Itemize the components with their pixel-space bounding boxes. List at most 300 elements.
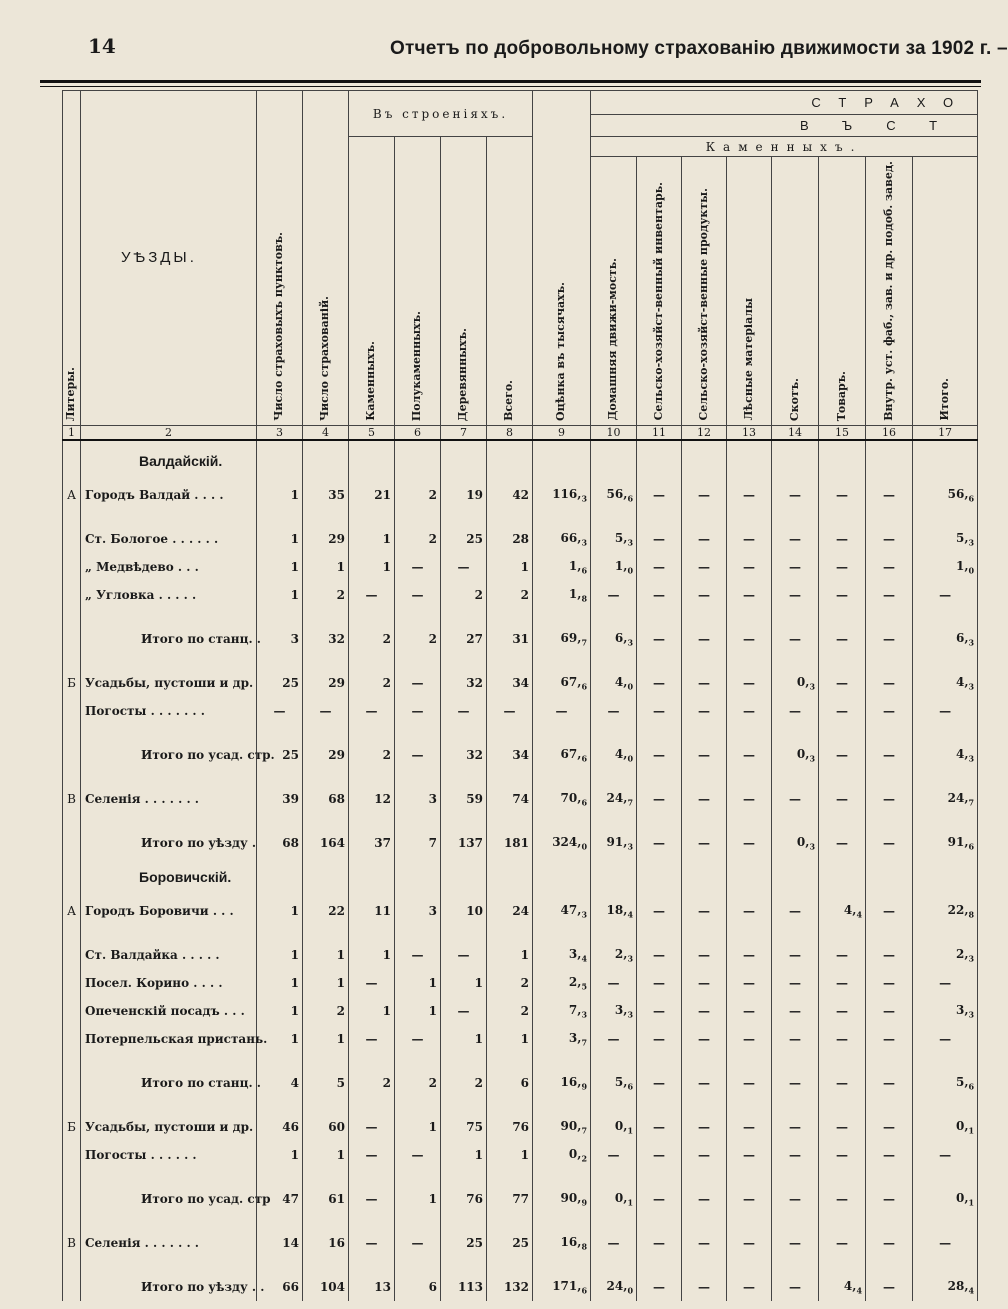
value-cell: 29 <box>303 669 349 697</box>
value-cell: 1 <box>395 1113 441 1141</box>
value-cell: — <box>682 553 727 581</box>
header-derevyannykh: Деревянныхъ. <box>441 137 487 426</box>
value-cell: 34 <box>487 669 533 697</box>
value-cell: — <box>866 481 913 509</box>
spacer-cell <box>591 925 637 941</box>
value-cell: 3 <box>395 897 441 925</box>
spacer-cell <box>591 813 637 829</box>
row-label: „ Медвѣдево . . . <box>81 553 257 581</box>
value-cell: — <box>682 525 727 553</box>
column-number: 6 <box>395 425 441 440</box>
value-cell: — <box>772 1229 819 1257</box>
value-cell: — <box>772 581 819 609</box>
value-cell: 5 <box>303 1069 349 1097</box>
spacer-cell <box>866 653 913 669</box>
value-cell: — <box>637 1229 682 1257</box>
value-cell: — <box>772 1113 819 1141</box>
value-cell: — <box>772 969 819 997</box>
value-cell: — <box>682 697 727 725</box>
total-row <box>63 1185 978 1213</box>
value-cell: $4,_3$ <box>913 669 978 697</box>
value-cell: — <box>727 741 772 769</box>
value-cell: — <box>772 941 819 969</box>
spacer-cell <box>63 813 81 829</box>
litera-cell: В <box>63 1229 81 1257</box>
spacer-row <box>63 653 978 669</box>
spacer-row <box>63 1257 978 1273</box>
value-cell: 1 <box>349 997 395 1025</box>
row-label: Итого по станц. . <box>81 625 257 653</box>
spacer-cell <box>81 725 257 741</box>
empty-cell <box>866 857 913 897</box>
spacer-cell <box>63 653 81 669</box>
spacer-cell <box>81 509 257 525</box>
spacer-cell <box>395 653 441 669</box>
value-cell: $3,_3$ <box>913 997 978 1025</box>
spacer-cell <box>866 1097 913 1113</box>
spacer-cell <box>772 1169 819 1185</box>
spacer-cell <box>257 609 303 625</box>
spacer-cell <box>303 725 349 741</box>
spacer-row <box>63 769 978 785</box>
spacer-cell <box>727 1213 772 1229</box>
value-cell: — <box>441 941 487 969</box>
value-cell: 25 <box>257 741 303 769</box>
spacer-cell <box>727 769 772 785</box>
value-cell: 2 <box>487 969 533 997</box>
value-cell: 1 <box>487 553 533 581</box>
value-cell: — <box>682 785 727 813</box>
spacer-cell <box>637 1053 682 1069</box>
table-row <box>63 941 978 969</box>
value-cell: — <box>395 697 441 725</box>
value-cell: $2,_5$ <box>533 969 591 997</box>
spacer-cell <box>772 1053 819 1069</box>
spacer-cell <box>349 1213 395 1229</box>
value-cell: — <box>772 625 819 653</box>
value-cell: — <box>637 669 682 697</box>
row-label: Погосты . . . . . . <box>81 1141 257 1169</box>
spacer-cell <box>395 925 441 941</box>
column-number: 2 <box>81 425 257 440</box>
value-cell: — <box>395 941 441 969</box>
column-number-row <box>63 425 978 440</box>
spacer-cell <box>349 1097 395 1113</box>
value-cell: — <box>349 1025 395 1053</box>
empty-cell <box>913 857 978 897</box>
value-cell: $324,_0$ <box>533 829 591 857</box>
value-cell: — <box>682 1229 727 1257</box>
spacer-cell <box>441 1257 487 1273</box>
value-cell: 16 <box>303 1229 349 1257</box>
total-row <box>63 625 978 653</box>
spacer-cell <box>727 1169 772 1185</box>
header-strakhovaniy: Число страхованій. <box>303 91 349 426</box>
value-cell: 32 <box>303 625 349 653</box>
spacer-cell <box>772 725 819 741</box>
column-number: 3 <box>257 425 303 440</box>
value-cell: 39 <box>257 785 303 813</box>
value-cell: — <box>682 581 727 609</box>
value-cell: — <box>395 669 441 697</box>
spacer-row <box>63 609 978 625</box>
value-cell: — <box>727 897 772 925</box>
spacer-cell <box>441 1169 487 1185</box>
spacer-cell <box>913 1169 978 1185</box>
empty-cell <box>395 857 441 897</box>
litera-cell: Б <box>63 669 81 697</box>
row-label: Городъ Валдай . . . . <box>81 481 257 509</box>
table-row <box>63 1025 978 1053</box>
litera-cell <box>63 1273 81 1301</box>
value-cell: — <box>866 785 913 813</box>
value-cell: — <box>727 553 772 581</box>
spacer-cell <box>913 1053 978 1069</box>
spacer-cell <box>441 813 487 829</box>
spacer-cell <box>866 1169 913 1185</box>
value-cell: 1 <box>257 481 303 509</box>
empty-cell <box>303 857 349 897</box>
value-cell: $4,_4$ <box>819 897 866 925</box>
spacer-cell <box>257 1213 303 1229</box>
spacer-cell <box>772 509 819 525</box>
spacer-cell <box>441 509 487 525</box>
litera-cell <box>63 625 81 653</box>
value-cell: $6,_3$ <box>913 625 978 653</box>
value-cell: — <box>682 1273 727 1301</box>
column-number: 16 <box>866 425 913 440</box>
value-cell: — <box>682 1113 727 1141</box>
value-cell: — <box>637 897 682 925</box>
empty-cell <box>257 857 303 897</box>
spacer-cell <box>591 509 637 525</box>
value-cell: 77 <box>487 1185 533 1213</box>
value-cell: 1 <box>395 997 441 1025</box>
value-cell: 1 <box>487 1025 533 1053</box>
value-cell: — <box>637 697 682 725</box>
spacer-cell <box>591 1257 637 1273</box>
value-cell: 35 <box>303 481 349 509</box>
value-cell: $1,_6$ <box>533 553 591 581</box>
value-cell: — <box>637 625 682 653</box>
spacer-cell <box>637 609 682 625</box>
value-cell: 113 <box>441 1273 487 1301</box>
spacer-cell <box>81 609 257 625</box>
table-row <box>63 1113 978 1141</box>
value-cell: — <box>637 997 682 1025</box>
spacer-cell <box>349 1257 395 1273</box>
spacer-cell <box>533 509 591 525</box>
value-cell: 1 <box>303 1141 349 1169</box>
litera-cell <box>63 741 81 769</box>
spacer-cell <box>349 925 395 941</box>
spacer-cell <box>727 509 772 525</box>
spacer-cell <box>866 1053 913 1069</box>
spacer-cell <box>533 653 591 669</box>
row-label: Потерпельская пристань. <box>81 1025 257 1053</box>
spacer-cell <box>487 1053 533 1069</box>
table-row <box>63 669 978 697</box>
spacer-cell <box>533 813 591 829</box>
spacer-cell <box>349 813 395 829</box>
value-cell: — <box>637 1069 682 1097</box>
spacer-cell <box>303 769 349 785</box>
value-cell: — <box>866 1273 913 1301</box>
spacer-cell <box>591 1213 637 1229</box>
value-cell: — <box>682 741 727 769</box>
value-cell: — <box>533 697 591 725</box>
spacer-cell <box>591 1097 637 1113</box>
value-cell: — <box>441 553 487 581</box>
value-cell: 14 <box>257 1229 303 1257</box>
value-cell: $18,_4$ <box>591 897 637 925</box>
value-cell: $66,_3$ <box>533 525 591 553</box>
spacer-cell <box>637 1169 682 1185</box>
spacer-cell <box>257 725 303 741</box>
row-label: Ст. Бологое . . . . . . <box>81 525 257 553</box>
row-label: Усадьбы, пустоши и др. <box>81 1113 257 1141</box>
spacer-cell <box>727 725 772 741</box>
empty-cell <box>487 440 533 481</box>
spacer-cell <box>533 725 591 741</box>
spacer-cell <box>591 609 637 625</box>
value-cell: 2 <box>487 581 533 609</box>
spacer-cell <box>81 1213 257 1229</box>
spacer-cell <box>487 925 533 941</box>
header-kamennykh: Каменныхъ. <box>349 137 395 426</box>
spacer-cell <box>682 1169 727 1185</box>
value-cell: 164 <box>303 829 349 857</box>
table-row <box>63 969 978 997</box>
litera-cell <box>63 553 81 581</box>
spacer-cell <box>727 1257 772 1273</box>
spacer-cell <box>913 1097 978 1113</box>
spacer-cell <box>637 769 682 785</box>
value-cell: — <box>682 669 727 697</box>
spacer-cell <box>81 1053 257 1069</box>
value-cell: $67,_6$ <box>533 669 591 697</box>
value-cell: 1 <box>441 1141 487 1169</box>
value-cell: 68 <box>303 785 349 813</box>
value-cell: — <box>349 1229 395 1257</box>
header-uezdy: УѢЗДЫ. <box>81 91 257 426</box>
spacer-cell <box>303 925 349 941</box>
value-cell: — <box>819 553 866 581</box>
value-cell: — <box>591 1025 637 1053</box>
empty-cell <box>533 440 591 481</box>
litera-cell <box>63 969 81 997</box>
spacer-cell <box>866 1213 913 1229</box>
spacer-cell <box>682 509 727 525</box>
row-label: Городъ Боровичи . . . <box>81 897 257 925</box>
spacer-cell <box>349 509 395 525</box>
spacer-row <box>63 813 978 829</box>
empty-cell <box>772 857 819 897</box>
value-cell: — <box>349 1185 395 1213</box>
spacer-cell <box>591 653 637 669</box>
section-title: Валдайскій. <box>81 440 257 481</box>
header-v-st: ВЪСТ <box>591 115 978 137</box>
empty-cell <box>591 440 637 481</box>
value-cell: — <box>913 1141 978 1169</box>
spacer-cell <box>441 725 487 741</box>
value-cell: — <box>772 481 819 509</box>
spacer-cell <box>637 813 682 829</box>
section-row <box>63 440 978 481</box>
value-cell: — <box>772 897 819 925</box>
value-cell: $1,_8$ <box>533 581 591 609</box>
value-cell: 32 <box>441 741 487 769</box>
header-selsko-produkty: Сельско-хозяйст-венные продукты. <box>682 157 727 426</box>
value-cell: $116,_3$ <box>533 481 591 509</box>
value-cell: — <box>913 697 978 725</box>
value-cell: $90,_9$ <box>533 1185 591 1213</box>
row-label: Селенія . . . . . . . <box>81 785 257 813</box>
spacer-cell <box>487 653 533 669</box>
spacer-cell <box>349 609 395 625</box>
spacer-cell <box>395 1213 441 1229</box>
value-cell: — <box>727 1273 772 1301</box>
column-number: 9 <box>533 425 591 440</box>
spacer-cell <box>533 1169 591 1185</box>
value-cell: — <box>637 741 682 769</box>
spacer-cell <box>913 1257 978 1273</box>
litera-cell <box>63 1025 81 1053</box>
value-cell: — <box>819 669 866 697</box>
spacer-cell <box>349 769 395 785</box>
statistics-table <box>62 90 978 1301</box>
spacer-cell <box>303 1169 349 1185</box>
value-cell: — <box>637 1113 682 1141</box>
value-cell: — <box>819 1069 866 1097</box>
litera-cell <box>63 1141 81 1169</box>
value-cell: 7 <box>395 829 441 857</box>
value-cell: 13 <box>349 1273 395 1301</box>
value-cell: — <box>913 581 978 609</box>
spacer-cell <box>819 925 866 941</box>
value-cell: — <box>682 1025 727 1053</box>
row-label: Итого по станц. . <box>81 1069 257 1097</box>
spacer-row <box>63 1169 978 1185</box>
value-cell: $5,_6$ <box>913 1069 978 1097</box>
value-cell: — <box>682 969 727 997</box>
value-cell: 1 <box>257 581 303 609</box>
value-cell: — <box>637 1141 682 1169</box>
row-label: „ Угловка . . . . . <box>81 581 257 609</box>
spacer-cell <box>63 1097 81 1113</box>
litera-cell: В <box>63 785 81 813</box>
empty-cell <box>913 440 978 481</box>
value-cell: — <box>727 669 772 697</box>
empty-cell <box>819 857 866 897</box>
value-cell: — <box>727 785 772 813</box>
row-label: Итого по уѣзду . <box>81 829 257 857</box>
value-cell: — <box>866 625 913 653</box>
value-cell: $171,_6$ <box>533 1273 591 1301</box>
table-row <box>63 553 978 581</box>
value-cell: — <box>772 553 819 581</box>
header-lesnye: Лѣсные матеріалы <box>727 157 772 426</box>
value-cell: 42 <box>487 481 533 509</box>
table-row <box>63 785 978 813</box>
value-cell: 47 <box>257 1185 303 1213</box>
value-cell: $24,_7$ <box>591 785 637 813</box>
column-number: 1 <box>63 425 81 440</box>
value-cell: 76 <box>487 1113 533 1141</box>
value-cell: 1 <box>257 997 303 1025</box>
spacer-cell <box>866 1257 913 1273</box>
value-cell: — <box>682 829 727 857</box>
spacer-cell <box>682 1053 727 1069</box>
spacer-cell <box>727 653 772 669</box>
value-cell: 6 <box>395 1273 441 1301</box>
spacer-cell <box>727 1097 772 1113</box>
value-cell: $16,_8$ <box>533 1229 591 1257</box>
value-cell: $3,_3$ <box>591 997 637 1025</box>
spacer-cell <box>772 925 819 941</box>
spacer-cell <box>772 769 819 785</box>
value-cell: — <box>727 625 772 653</box>
spacer-cell <box>819 1213 866 1229</box>
value-cell: — <box>637 829 682 857</box>
value-cell: — <box>866 997 913 1025</box>
spacer-cell <box>637 1213 682 1229</box>
value-cell: 66 <box>257 1273 303 1301</box>
value-cell: — <box>349 1141 395 1169</box>
value-cell: $7,_3$ <box>533 997 591 1025</box>
value-cell: — <box>866 941 913 969</box>
value-cell: 21 <box>349 481 395 509</box>
value-cell: 75 <box>441 1113 487 1141</box>
spacer-cell <box>257 925 303 941</box>
spacer-cell <box>487 813 533 829</box>
value-cell: $0,_3$ <box>772 829 819 857</box>
value-cell: — <box>682 1141 727 1169</box>
value-cell: — <box>819 697 866 725</box>
empty-cell <box>441 440 487 481</box>
value-cell: $2,_3$ <box>591 941 637 969</box>
spacer-cell <box>591 725 637 741</box>
spacer-cell <box>637 925 682 941</box>
value-cell: 2 <box>487 997 533 1025</box>
value-cell: 2 <box>395 625 441 653</box>
value-cell: — <box>866 1113 913 1141</box>
value-cell: $6,_3$ <box>591 625 637 653</box>
value-cell: — <box>637 581 682 609</box>
litera-cell <box>63 1185 81 1213</box>
table-row <box>63 1229 978 1257</box>
value-cell: 3 <box>395 785 441 813</box>
value-cell: $90,_7$ <box>533 1113 591 1141</box>
spacer-cell <box>913 653 978 669</box>
spacer-cell <box>487 769 533 785</box>
value-cell: — <box>395 1229 441 1257</box>
value-cell: 1 <box>441 969 487 997</box>
spacer-cell <box>533 1257 591 1273</box>
spacer-cell <box>303 1097 349 1113</box>
value-cell: $91,_6$ <box>913 829 978 857</box>
value-cell: 1 <box>441 1025 487 1053</box>
spacer-cell <box>303 653 349 669</box>
spacer-cell <box>819 509 866 525</box>
value-cell: — <box>727 829 772 857</box>
value-cell: — <box>395 581 441 609</box>
spacer-cell <box>81 769 257 785</box>
spacer-cell <box>395 769 441 785</box>
value-cell: — <box>866 1025 913 1053</box>
spacer-cell <box>866 725 913 741</box>
value-cell: — <box>727 525 772 553</box>
